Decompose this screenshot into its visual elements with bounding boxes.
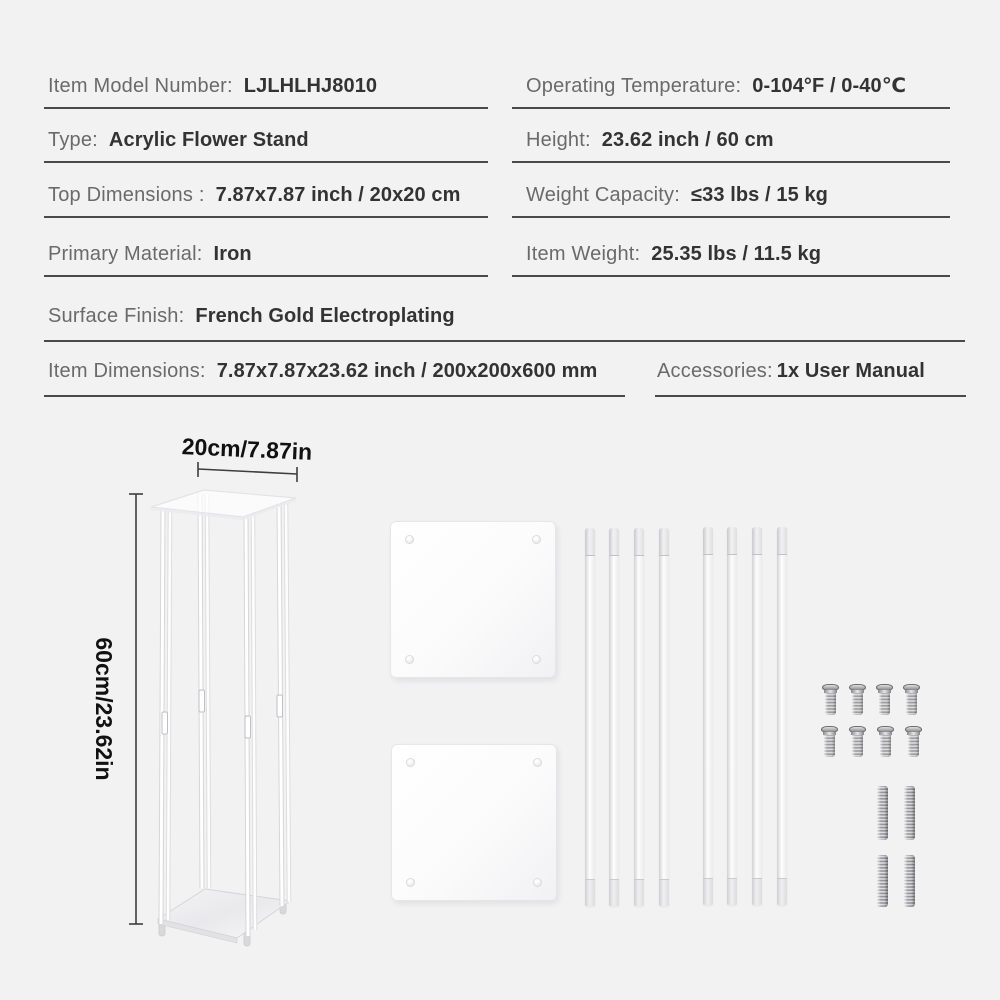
acrylic-plate-1 [390,521,556,678]
metal-rod-4 [659,528,669,906]
spec-label: Operating Temperature: [526,75,742,97]
screw-2 [849,684,866,715]
screw-6 [849,726,866,757]
leg-joint-collars [162,690,283,738]
metal-rod-5 [703,527,713,905]
screw-3 [876,684,893,715]
threaded-stud-4 [904,855,915,907]
metal-rod-7 [752,527,762,905]
threaded-stud-3 [877,855,888,907]
spec-label: Accessories: [657,360,773,382]
plate-hole [405,655,414,664]
height-dimension-line [129,494,143,924]
spec-label: Type: [48,129,98,151]
threaded-stud-1 [877,786,888,840]
plate-hole [533,758,542,767]
plate-hole [533,878,542,887]
spec-value: LJLHLHJ8010 [243,75,378,97]
plate-hole [406,878,415,887]
spec-value: ≤33 lbs / 15 kg [691,184,829,206]
plate-hole [532,655,541,664]
width-dimension-line [198,462,297,482]
spec-label: Item Dimensions: [48,360,206,382]
metal-rod-8 [777,527,787,905]
width-dimension-label: 20cm/7.87in [181,433,313,465]
spec-value: 7.87x7.87x23.62 inch / 200x200x600 mm [216,360,598,382]
spec-value: 25.35 lbs / 11.5 kg [651,243,822,265]
screw-4 [903,684,920,715]
metal-rod-2 [609,528,619,906]
spec-value: Iron [213,243,252,265]
screw-7 [877,726,894,757]
metal-rod-3 [634,528,644,906]
spec-value: French Gold Electroplating [195,305,455,327]
height-dimension-label: 60cm/23.62in [91,637,117,781]
spec-label: Item Model Number: [48,75,233,97]
metal-rod-6 [727,527,737,905]
spec-value: Acrylic Flower Stand [108,129,309,151]
threaded-stud-2 [904,786,915,840]
plate-hole [405,535,414,544]
plate-hole [406,758,415,767]
stand-top-plate [151,490,296,517]
spec-value: 0-104°F / 0-40℃ [752,75,907,97]
spec-value: 23.62 inch / 60 cm [601,129,774,151]
spec-label: Primary Material: [48,243,203,265]
plate-hole [532,535,541,544]
screw-1 [822,684,839,715]
spec-label: Height: [526,129,591,151]
spec-value: 7.87x7.87 inch / 20x20 cm [215,184,461,206]
acrylic-plate-2 [391,744,557,901]
spec-label: Weight Capacity: [526,184,681,206]
metal-rod-1 [585,528,595,906]
spec-label: Item Weight: [526,243,641,265]
spec-value: 1x User Manual [776,360,925,382]
spec-label: Top Dimensions : [48,184,205,206]
spec-label: Surface Finish: [48,305,185,327]
screw-8 [905,726,922,757]
stand-base-plate [158,889,290,938]
screw-5 [821,726,838,757]
